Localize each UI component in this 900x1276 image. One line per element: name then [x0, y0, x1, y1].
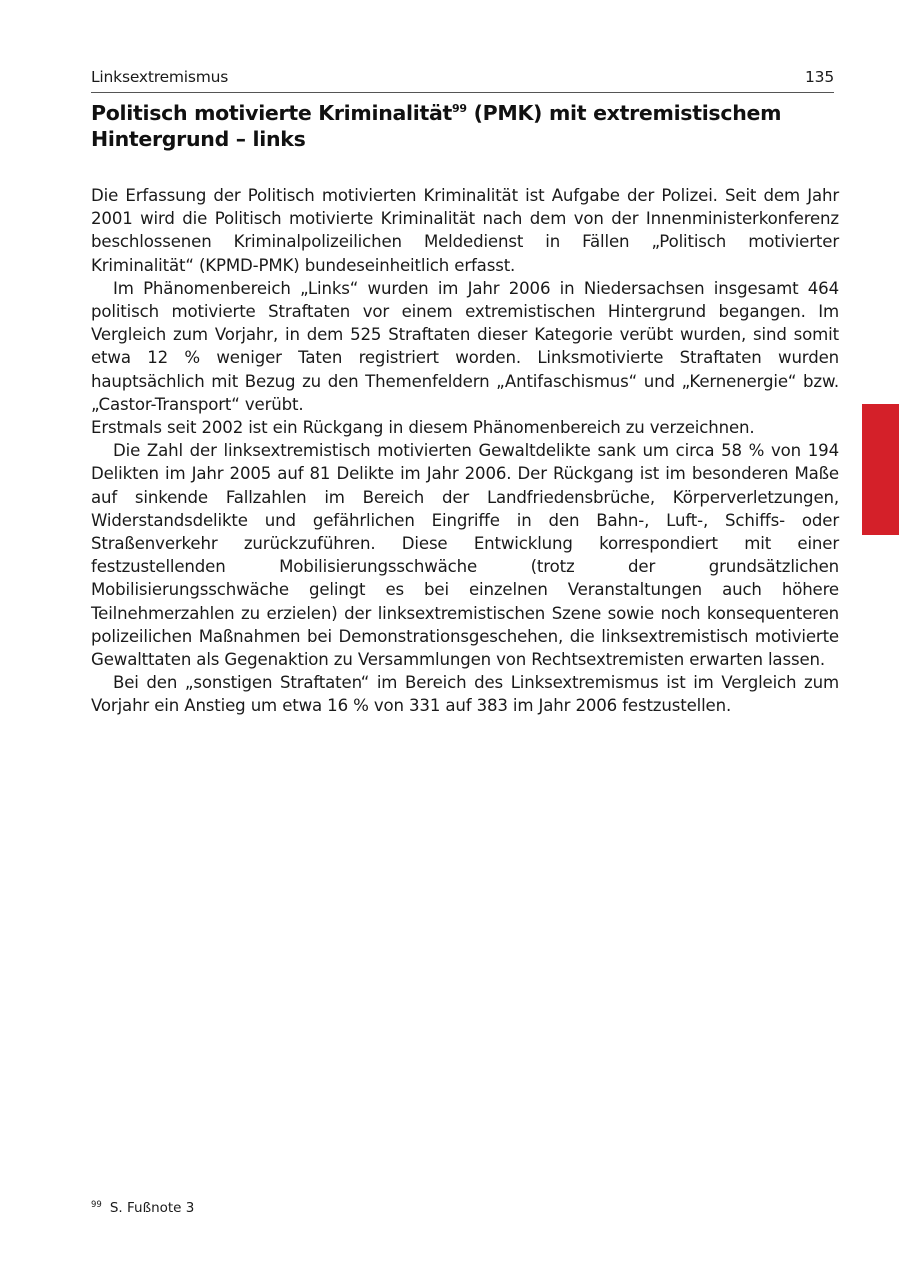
chapter-side-tab [862, 404, 899, 535]
paragraph-5: Bei den „sonstigen Straftaten“ im Bereich des Linksextremismus ist im Vergleich zum Vorjahr ein Anstieg um etwa 16 % von 331 auf 383 im Jahr 2006 festzustellen. [91, 673, 839, 716]
footnote-text: S. Fußnote 3 [109, 1200, 195, 1216]
title-part2: (PMK) mit extremistischem [466, 101, 782, 125]
paragraph-3: Erstmals seit 2002 ist ein Rückgang in diesem Phänomenbereich zu verzeichnen. [91, 418, 755, 438]
running-header [91, 68, 834, 93]
title-footnote-ref[interactable]: 99 [452, 102, 467, 115]
title-part1: Politisch motivierte Kriminalität [91, 101, 453, 125]
title-line2: Hintergrund – links [91, 127, 306, 151]
paragraph-4: Die Zahl der linksextremistisch motivierten Gewaltdelikte sank um circa 58 % von 194 Delikten im Jahr 2005 auf 81 Delikte im Jahr 2006. Der Rückgang ist im besonderen Maße auf sinkende Fallzahlen im Bereich der Landfriedensbrüche, Körperverletzungen, Widerstandsdelikte und gefährlichen Eingriffe in den Bahn-, Luft-, Schiffs- oder Straßenverkehr zurückzuführen. Diese Entwicklung korrespondiert mit einer festzustellenden Mobilisierungsschwäche (trotz der grundsätzlichen Mobilisierungsschwäche gelingt es bei einzelnen Veranstaltungen auch höhere Teilnehmerzahlen zu erzielen) der linksextremistischen Szene sowie noch konsequenteren polizeilichen Maßnahmen bei Demonstrationsgeschehen, die linksextremistisch motivierte Gewalttaten als Gegenaktion zu Versammlungen von Rechtsextremisten erwarten lassen. [91, 441, 839, 670]
footnote [91, 1200, 194, 1216]
page-number: 135 [805, 68, 834, 86]
footnote-number: 99 [91, 1200, 102, 1210]
running-header-section: Linksextremismus [91, 68, 229, 86]
body-text [91, 184, 839, 718]
paragraph-2: Im Phänomenbereich „Links“ wurden im Jahr 2006 in Niedersachsen insgesamt 464 politisch motivierte Straftaten vor einem extremistischen Hintergrund begangen. Im Vergleich zum Vorjahr, in dem 525 Straftaten dieser Kategorie verübt wurden, sind somit etwa 12 % weniger Taten registriert worden. Linksmotivierte Straftaten wurden hauptsächlich mit Bezug zu den Themenfeldern „Antifaschismus“ und „Kernenergie“ bzw. „Castor-Transport“ verübt. [91, 278, 839, 414]
page-title [91, 100, 851, 152]
paragraph-1: Die Erfassung der Politisch motivierten Kriminalität ist Aufgabe der Polizei. Seit dem Jahr 2001 wird die Politisch motivierte Kriminalität nach dem von der Innenministerkonferenz beschlossenen Kriminalpolizeilichen Meldedienst in Fällen „Politisch motivierter Kriminalität“ (KPMD-PMK) bundeseinheitlich erfasst. [91, 186, 839, 275]
